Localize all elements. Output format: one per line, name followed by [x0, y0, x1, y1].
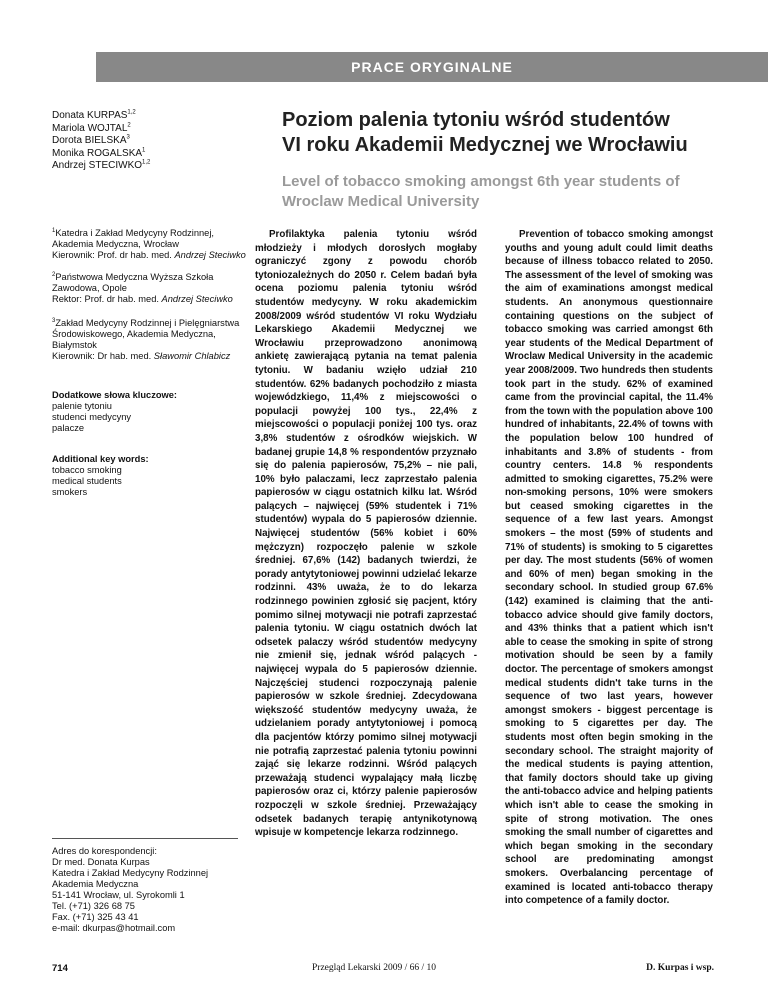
section-label: PRACE ORYGINALNE: [351, 59, 513, 75]
article-title: Poziom palenia tytoniu wśród studentów VI roku Akademii Medycznej we Wrocławiu: [282, 109, 688, 156]
keyword: studenci medycyny: [52, 412, 132, 422]
keyword: tobacco smoking: [52, 465, 122, 475]
keywords-polish: [52, 390, 237, 434]
keywords-english: [52, 454, 237, 498]
affiliation: $^3$Zakład Medycyny Rodzinnej i Pielęgniarstwa Środowiskowego, Akademia Medyczna, Białymstok Kierownik: Dr hab. med. Sławomir Chlabicz: [52, 317, 240, 361]
journal-citation: Przegląd Lekarski 2009 / 66 / 10: [312, 963, 437, 973]
divider: [52, 838, 238, 839]
keyword: smokers: [52, 487, 88, 497]
affiliation: $^2$Państwowa Medyczna Wyższa Szkoła Zawodowa, Opole Rektor: Prof. dr hab. med. Andrzej Steciwko: [52, 271, 233, 304]
author-list: [52, 110, 150, 173]
keywords-heading: Additional key words:: [52, 454, 149, 464]
page-number: 714: [52, 963, 68, 974]
keyword: palenie tytoniu: [52, 401, 112, 411]
running-head: D. Kurpas i wsp.: [646, 963, 714, 973]
article-title-english: Level of tobacco smoking amongst 6th year students of Wroclaw Medical University: [282, 173, 680, 210]
author-name: Dorota BIELSKA$^3$: [52, 134, 130, 146]
author-name: Andrzej STECIWKO$^{1,2}$: [52, 159, 151, 171]
keywords-heading: Dodatkowe słowa kluczowe:: [52, 390, 178, 400]
abstract-english: Prevention of tobacco smoking amongst youths and young adult could limit deaths because of illness tobacco related to 2050. The assessment of the level of smoking was the aim of examinations amongst medical students. An anonymous questionnaire containing questions on the subject of tobacco smoking was carried amongst 6th year students of the Medical Department of Wroclaw Medical University in the academic year 2008/2009. Two hundreds then students took part in the study. 62% of examined came from the provincial capital, the 11.4% from the town with the population above 100 hundred of inhabitants, 22.4% of towns with the population below 100 hundred of inhabitants and 3.8% of students - from country centers. 14.8 % respondents admitted to smoking cigarettes, 75.2% were non-smoking persons, 10% were smokers but ceased smoking cigarettes in the sequence of a few last years. Amongst smokers – the most (59% of students and 71% of students) is smoking to 5 cigarettes per day. The most students (56% of women and 60% of men) began smoking in the secondary school. In studied group 67.6% (142) examined is claiming that the anti-tobacco advice should give family doctors, and 43% thinks that a patient which isn't able to cease the smoking in spite of strong motivation should be seen by a family doctor. The percentage of smokers amongst medical students didn't take turns in the sequence of two last years, however amongst smokers - biggest percentage is smoking to 5 cigarettes per day. The students most often begin smoking in the secondary school. The straight majority of the medical students is paying attention, that family doctors should take up giving the anti-tobacco advice and helping patients which isn't able to cease the smoking in spite of strong motivation. The ones smoking the small number of cigarettes and which began smoking in the secondary school are predominating amongst smokers. Overbalancing percentage of examined is located anti-tobacco therapy into competence of a family doctor.: [505, 229, 713, 907]
abstract-polish: Profilaktyka palenia tytoniu wśród młodzieży i młodych dorosłych mogłaby ograniczyć zgony z powodu chorób tytoniozależnych do 2050 r. Celem badań była ocena poziomu palenia tytoniu wśród studentów medycyny. W roku akademickim 2008/2009 wśród studentów VI roku Wydziału Lekarskiego Akademii Medycznej we Wrocławiu przeprowadzono anonimową ankietę zawierającą pytania na temat palenia tytoniu. W badaniu wzięło udział 210 studentów. 62% badanych pochodziło z miasta wojewódzkiego, 11,4% z miejscowości o populacji powyżej 100 tys., 22,4% z miejscowości o populacji poniżej 100 tys. oraz 3,8% studentów z ośrodków wiejskich. W badanej grupie 14,8 % respondentów przyznało się do palenia papierosów, 75,2% – nie pali, 10% było palaczami, lecz zaprzestało palenia papierosów w ciągu ostatnich kilku lat. Wśród palących – najwięcej (59% studentek i 71% studentów) wypala do 5 papierosów dziennie. Najwięcej studentów (56% kobiet i 60% mężczyzn) rozpoczęło palenie w szkole średniej. 67,6% (142) badanych twierdzi, że porady antytytoniowej powinni udzielać lekarze rodzinni. 43% uważa, że to do lekarza rodzinnego powinien zgłosić się pacjent, który pomimo silnej motywacji nie potrafi zaprzestać palenia tytoniu. W ciągu ostatnich dwóch lat odsetek palaczy wśród studentów medycyny nie zmienił się, jednak wśród palących - najwięcej wypala do 5 papierosów dziennie. Najczęściej studenci rozpoczynają palenie papierosów w szkole średniej. Zdecydowana większość studentów medycyny uważa, że udzielaniem porady antytytoniowej i pomocą dla pacjentów którzy pomimo silnej motywacji nie potrafią zaprzestać palenia tytoniu powinni zająć się lekarze rodzinni. Wśród palących przeważają studenci wypalający małą liczbę papierosów oraz ci, którzy palenie papierosów rozpoczęli w szkole średniej. Przeważający odsetek badanych terapię antynikotynową wpisuje w kompetencje lekarza rodzinnego.: [255, 229, 477, 839]
affiliation: $^1$Katedra i Zakład Medycyny Rodzinnej, Akademia Medyczna, Wrocław Kierownik: Prof. dr hab. med. Andrzej Steciwko: [52, 227, 246, 260]
section-header-bar: [96, 52, 768, 82]
author-name: Donata KURPAS$^{1,2}$: [52, 109, 136, 121]
author-name: Monika ROGALSKA$^1$: [52, 147, 146, 159]
author-name: Mariola WOJTAL$^2$: [52, 122, 131, 134]
keyword: medical students: [52, 476, 122, 486]
correspondence-address: Adres do korespondencji: Dr med. Donata Kurpas Katedra i Zakład Medycyny Rodzinnej Akademia Medyczna 51-141 Wrocław, ul. Syrokomli 1 Tel. (+71) 326 68 75 Fax. (+71) 325 43 41 e-mail: dkurpas@hotmail.com: [52, 846, 209, 933]
keyword: palacze: [52, 423, 85, 433]
